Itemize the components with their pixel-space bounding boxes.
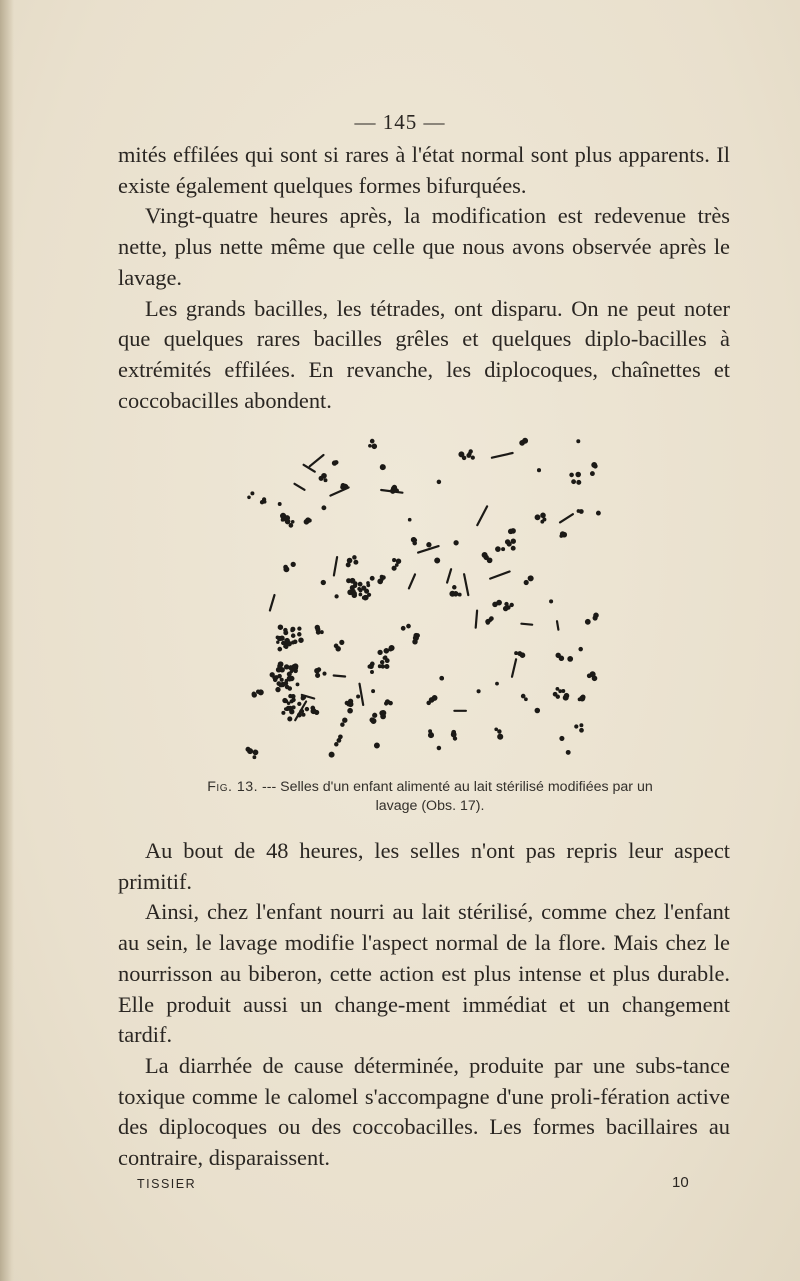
coccus-mark: [258, 690, 263, 695]
figure-label: Fig. 13.: [207, 779, 259, 795]
coccus-mark: [383, 657, 386, 660]
coccus-mark: [292, 665, 296, 669]
coccus-mark: [580, 724, 583, 727]
coccus-mark: [498, 730, 501, 733]
coccus-mark: [320, 631, 323, 634]
coccus-mark: [311, 709, 316, 714]
coccus-mark: [321, 580, 325, 584]
coccus-mark: [507, 542, 511, 546]
coccus-mark: [370, 439, 374, 443]
coccus-mark: [253, 750, 258, 755]
coccus-mark: [556, 653, 560, 657]
paragraph: Au bout de 48 heures, les selles n'ont pas repris leur aspect primitif.: [118, 838, 730, 894]
coccus-mark: [298, 702, 301, 705]
coccus-mark: [559, 690, 562, 693]
coccus-mark: [284, 665, 288, 669]
coccus-mark: [289, 524, 293, 528]
coccus-mark: [288, 717, 292, 721]
coccus-mark: [556, 695, 559, 698]
coccus-mark: [316, 630, 320, 634]
coccus-mark: [396, 559, 400, 563]
microscopy-figure: [240, 428, 610, 768]
body-text-top: [118, 140, 730, 416]
coccus-mark: [351, 589, 355, 593]
coccus-mark: [339, 735, 343, 739]
coccus-mark: [412, 538, 416, 542]
bacillus-mark: [490, 572, 509, 579]
coccus-mark: [282, 711, 285, 714]
coccus-mark: [576, 472, 581, 477]
coccus-mark: [427, 543, 431, 547]
coccus-mark: [520, 653, 525, 658]
coccus-mark: [432, 695, 437, 700]
paragraph: Ainsi, chez l'enfant nourri au lait stérilisé, comme chez l'enfant au sein, le lavage modifie l'aspect normal de la flore. Mais chez le nourrisson au biberon, cette action est plus intense et plus durable. Elle produit aussi un change-ment immédiat et un changement tardif.: [118, 899, 730, 1048]
coccus-mark: [371, 719, 376, 724]
coccus-mark: [541, 513, 546, 518]
coccus-mark: [291, 520, 294, 523]
coccus-mark: [471, 456, 474, 459]
coccus-mark: [358, 582, 362, 586]
paragraph: mités effilées qui sont si rares à l'état normal sont plus apparents. Il existe également quelques formes bifurquées.: [118, 142, 730, 198]
coccus-mark: [462, 456, 466, 460]
coccus-mark: [291, 629, 294, 632]
coccus-mark: [353, 584, 357, 588]
paragraph: Les grands bacilles, les tétrades, ont disparu. On ne peut noter que quelques rares bacilles grêles et quelques diplo-bacilles à extrémités effilées. En revanche, les diplocoques, chaînettes et coccobacilles abondent.: [118, 295, 730, 413]
coccus-mark: [372, 690, 375, 693]
coccus-mark: [348, 702, 353, 707]
coccus-mark: [347, 579, 351, 583]
coccus-mark: [298, 627, 301, 630]
coccus-mark: [346, 563, 350, 567]
printer-signature: TISSIER: [137, 1177, 197, 1191]
coccus-mark: [393, 559, 396, 562]
coccus-mark: [596, 511, 600, 515]
bacillus-mark: [557, 621, 558, 630]
coccus-mark: [408, 518, 411, 521]
coccus-mark: [374, 743, 379, 748]
coccus-mark: [515, 652, 518, 655]
bacillus-mark: [492, 453, 513, 458]
coccus-mark: [365, 589, 369, 593]
coccus-mark: [380, 465, 385, 470]
coccus-mark: [287, 672, 291, 676]
coccus-mark: [458, 593, 461, 596]
coccus-mark: [305, 707, 308, 710]
coccus-mark: [332, 461, 336, 465]
coccus-mark: [348, 708, 353, 713]
coccus-mark: [378, 665, 381, 668]
coccus-mark: [537, 469, 540, 472]
coccus-mark: [290, 676, 294, 680]
coccus-mark: [285, 516, 290, 521]
page-binding-edge: [0, 0, 14, 1281]
coccus-mark: [389, 645, 394, 650]
coccus-mark: [284, 645, 286, 647]
coccus-mark: [278, 625, 283, 630]
coccus-mark: [347, 558, 352, 563]
coccus-mark: [579, 510, 583, 514]
coccus-mark: [358, 588, 361, 591]
coccus-mark: [315, 668, 320, 673]
coccus-mark: [336, 647, 340, 651]
coccus-mark: [288, 706, 292, 710]
coccus-mark: [380, 660, 384, 664]
coccus-mark: [590, 672, 595, 677]
coccus-mark: [453, 586, 457, 590]
coccus-mark: [282, 641, 285, 644]
coccus-mark: [298, 633, 302, 637]
coccus-mark: [452, 731, 456, 735]
coccus-mark: [323, 672, 326, 675]
coccus-mark: [592, 462, 597, 467]
coccus-mark: [251, 492, 254, 495]
sheet-number: 10: [672, 1174, 689, 1191]
coccus-mark: [278, 665, 282, 669]
body-text-bottom: [118, 836, 730, 1174]
coccus-mark: [511, 546, 515, 550]
bacillus-mark: [521, 624, 532, 625]
coccus-mark: [363, 595, 368, 600]
coccus-mark: [508, 529, 513, 534]
coccus-mark: [487, 558, 492, 563]
coccus-mark: [550, 600, 553, 603]
coccus-mark: [566, 750, 570, 754]
bacillus-mark: [270, 595, 275, 611]
coccus-mark: [429, 730, 432, 733]
coccus-mark: [278, 503, 281, 506]
coccus-mark: [477, 690, 480, 693]
coccus-mark: [413, 640, 417, 644]
bacillus-mark: [477, 506, 487, 525]
coccus-mark: [535, 515, 540, 520]
coccus-mark: [563, 695, 568, 700]
coccus-mark: [354, 560, 358, 564]
page-number: — 145 —: [354, 110, 446, 134]
coccus-mark: [556, 688, 559, 691]
coccus-mark: [437, 480, 441, 484]
coccus-mark: [392, 566, 396, 570]
paragraph: La diarrhée de cause déterminée, produite par une subs-tance toxique comme le calomel s'accompagne d'une proli-fération active des diplocoques ou des coccobacilles. Les formes bacillaires au contraire, disparaissent.: [118, 1052, 730, 1171]
coccus-mark: [329, 752, 334, 757]
bacillus-mark: [310, 455, 324, 466]
coccus-mark: [322, 506, 326, 510]
coccus-mark: [572, 480, 576, 484]
coccus-mark: [353, 556, 357, 560]
coccus-mark: [279, 683, 283, 687]
coccus-mark: [276, 687, 280, 691]
coccus-mark: [454, 541, 458, 545]
coccus-mark: [594, 613, 599, 618]
coccus-mark: [290, 700, 293, 703]
coccus-mark: [306, 518, 311, 523]
coccus-mark: [384, 649, 389, 654]
coccus-mark: [278, 647, 282, 651]
coccus-mark: [521, 694, 525, 698]
coccus-mark: [246, 747, 250, 751]
coccus-mark: [335, 743, 339, 747]
coccus-mark: [524, 580, 528, 584]
coccus-mark: [285, 700, 288, 703]
coccus-mark: [274, 676, 278, 680]
coccus-mark: [520, 441, 523, 444]
coccus-mark: [343, 718, 347, 722]
bacillus-mark: [409, 574, 415, 588]
coccus-mark: [568, 657, 573, 662]
paragraph: Vingt-quatre heures après, la modification est redevenue très nette, plus nette même que celle que nous avons observée après le lavage.: [118, 203, 730, 290]
coccus-mark: [528, 576, 531, 579]
coccus-mark: [392, 485, 396, 489]
bacillus-mark: [512, 659, 516, 677]
coccus-mark: [277, 641, 279, 643]
coccus-mark: [260, 500, 263, 503]
coccus-mark: [427, 701, 431, 705]
coccus-mark: [316, 673, 320, 677]
figure-caption: [200, 778, 660, 816]
coccus-mark: [428, 733, 433, 738]
coccus-mark: [285, 685, 289, 689]
coccus-mark: [407, 624, 411, 628]
coccus-mark: [535, 708, 540, 713]
figure-caption-text: --- Selles d'un enfant alimenté au lait stérilisé modifiées par un lavage (Obs. 17).: [262, 779, 653, 814]
bacillus-mark: [381, 490, 402, 493]
coccus-mark: [285, 638, 290, 643]
coccus-mark: [335, 595, 338, 598]
coccus-mark: [382, 576, 386, 580]
coccus-mark: [560, 736, 564, 740]
coccus-mark: [496, 682, 499, 685]
coccus-mark: [292, 641, 295, 644]
bacillus-mark: [476, 611, 477, 628]
coccus-mark: [289, 694, 292, 697]
coccus-mark: [302, 713, 305, 716]
coccus-mark: [367, 584, 370, 587]
coccus-mark: [357, 695, 360, 698]
coccus-mark: [450, 591, 455, 596]
coccus-mark: [579, 647, 583, 651]
coccus-mark: [577, 480, 581, 484]
coccus-mark: [340, 640, 344, 644]
coccus-mark: [373, 713, 377, 717]
coccus-mark: [510, 603, 513, 606]
coccus-mark: [291, 562, 295, 566]
coccus-mark: [370, 576, 374, 580]
bacillus-mark: [295, 484, 305, 490]
bacillus-mark: [560, 514, 573, 522]
coccus-mark: [248, 496, 251, 499]
coccus-mark: [502, 548, 505, 551]
coccus-mark: [299, 638, 303, 642]
coccus-mark: [372, 444, 377, 449]
coccus-mark: [570, 473, 574, 477]
coccus-mark: [280, 678, 283, 681]
coccus-mark: [291, 634, 295, 638]
bacillus-mark: [334, 676, 345, 677]
coccus-mark: [284, 565, 288, 569]
coccus-mark: [525, 698, 528, 701]
coccus-mark: [575, 725, 578, 728]
coccus-mark: [482, 553, 487, 558]
coccus-mark: [296, 683, 299, 686]
coccus-mark: [511, 539, 515, 543]
coccus-mark: [378, 650, 382, 654]
coccus-mark: [319, 476, 323, 480]
coccus-mark: [497, 600, 502, 605]
coccus-mark: [395, 564, 398, 567]
coccus-mark: [498, 734, 503, 739]
coccus-mark: [435, 558, 440, 563]
coccus-mark: [401, 626, 405, 630]
coccus-mark: [287, 702, 290, 705]
coccus-mark: [543, 518, 546, 521]
coccus-mark: [467, 454, 471, 458]
bacillus-mark: [464, 574, 468, 595]
coccus-mark: [437, 746, 441, 750]
coccus-mark: [359, 593, 362, 596]
coccus-mark: [577, 440, 580, 443]
coccus-mark: [341, 723, 345, 727]
coccus-mark: [252, 692, 256, 696]
bacillus-mark: [360, 684, 364, 705]
coccus-mark: [578, 698, 581, 701]
coccus-mark: [441, 677, 444, 680]
coccus-mark: [503, 606, 507, 610]
coccus-mark: [253, 756, 256, 759]
bacillus-mark: [447, 569, 451, 582]
coccus-mark: [369, 444, 372, 447]
bacillus-mark: [330, 488, 348, 496]
coccus-mark: [324, 479, 327, 482]
coccus-mark: [590, 472, 594, 476]
coccus-mark: [469, 450, 472, 453]
coccus-mark: [284, 628, 287, 631]
coccus-mark: [301, 697, 304, 700]
coccus-mark: [486, 619, 490, 623]
coccus-mark: [368, 593, 371, 596]
coccus-mark: [277, 636, 281, 640]
coccus-mark: [368, 665, 371, 668]
coccus-mark: [562, 690, 565, 693]
coccus-mark: [416, 634, 420, 638]
coccus-mark: [505, 602, 508, 605]
coccus-mark: [560, 532, 564, 536]
coccus-mark: [585, 619, 590, 624]
coccus-mark: [385, 700, 389, 704]
coccus-mark: [270, 673, 274, 677]
bacillus-mark: [334, 557, 337, 575]
coccus-mark: [385, 664, 389, 668]
coccus-mark: [496, 547, 501, 552]
coccus-mark: [580, 728, 584, 732]
coccus-mark: [381, 710, 386, 715]
coccus-mark: [495, 728, 498, 731]
coccus-mark: [371, 671, 374, 674]
